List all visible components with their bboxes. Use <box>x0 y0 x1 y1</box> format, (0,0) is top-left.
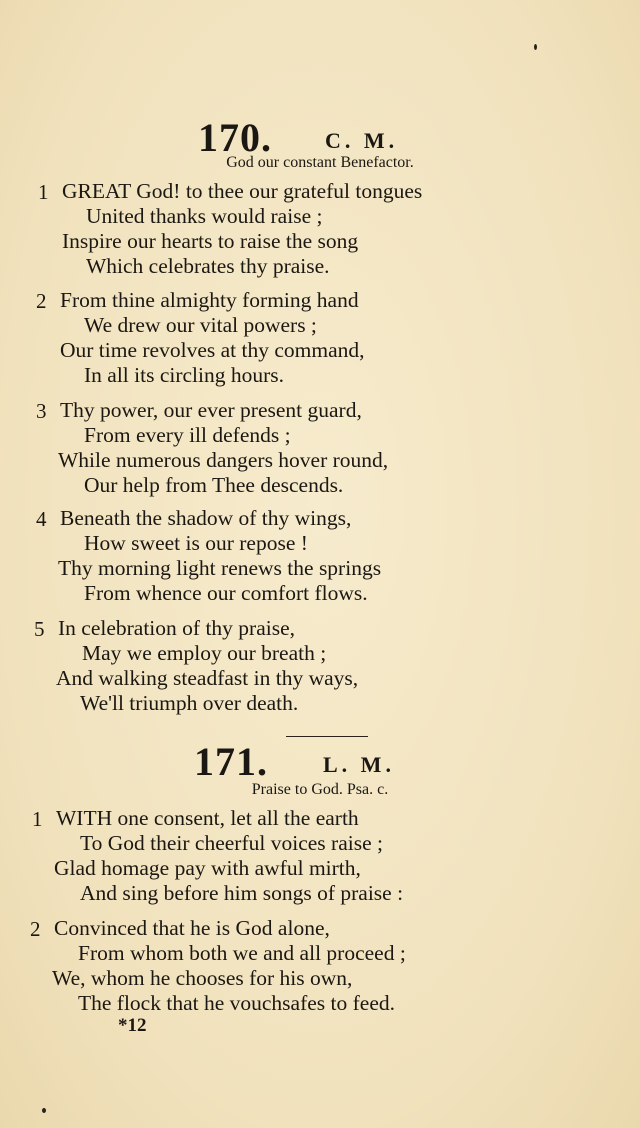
verse-line: From thine almighty forming hand <box>60 288 359 312</box>
verse-line: And sing before him songs of praise : <box>80 881 404 905</box>
verse-line: We, whom he chooses for his own, <box>52 966 353 990</box>
verse-line: Beneath the shadow of thy wings, <box>60 506 352 530</box>
verse-line: We'll triumph over death. <box>80 691 299 715</box>
verse-line: We drew our vital powers ; <box>84 313 317 337</box>
verse-line: From whom both we and all proceed ; <box>78 941 406 965</box>
hymn-subtitle: God our constant Benefactor. <box>226 154 414 171</box>
verse-line: From every ill defends ; <box>84 423 291 447</box>
verse-line: GREAT God! to thee our grateful tongues <box>62 179 423 203</box>
verse-line: Which celebrates thy praise. <box>86 254 330 278</box>
verse-number: 3 <box>36 399 47 423</box>
verse-line: Thy power, our ever present guard, <box>60 398 362 422</box>
verse-number: 2 <box>30 917 41 941</box>
hymn-meter: C. M. <box>325 128 399 153</box>
verse-line: Thy morning light renews the springs <box>58 556 382 580</box>
verse-line: Our time revolves at thy command, <box>60 338 365 362</box>
verse-line: In all its circling hours. <box>84 363 285 387</box>
verse-number: 1 <box>32 807 43 831</box>
verse-line: Our help from Thee descends. <box>84 473 344 497</box>
verse-line: Inspire our hearts to raise the song <box>62 229 359 253</box>
verse-line: United thanks would raise ; <box>86 204 323 228</box>
hymn-number: 171. <box>194 739 268 784</box>
verse-line: The flock that he vouchsafes to feed. <box>78 991 395 1015</box>
verse-number: 2 <box>36 289 47 313</box>
verse-line: May we employ our breath ; <box>82 641 327 665</box>
hymn-meter: L. M. <box>323 752 395 777</box>
verse-number: 4 <box>36 507 47 531</box>
verse-line: From whence our comfort flows. <box>84 581 368 605</box>
verse-line: While numerous dangers hover round, <box>58 448 389 472</box>
ink-speck <box>42 1108 46 1113</box>
verse-line: Glad homage pay with awful mirth, <box>54 856 361 880</box>
verse-line: And walking steadfast in thy ways, <box>56 666 359 690</box>
ink-speck <box>534 44 537 50</box>
section-divider <box>286 736 368 737</box>
verse-line: In celebration of thy praise, <box>58 616 296 640</box>
verse-number: 5 <box>34 617 45 641</box>
verse-line: WITH one consent, let all the earth <box>56 806 359 830</box>
verse-number: 1 <box>38 180 49 204</box>
signature-mark: *12 <box>118 1015 147 1036</box>
verse-line: How sweet is our repose ! <box>84 531 308 555</box>
verse-line: To God their cheerful voices raise ; <box>80 831 383 855</box>
verse-line: Convinced that he is God alone, <box>54 916 330 940</box>
hymn-number: 170. <box>198 115 272 160</box>
hymn-subtitle: Praise to God. Psa. c. <box>251 781 389 798</box>
